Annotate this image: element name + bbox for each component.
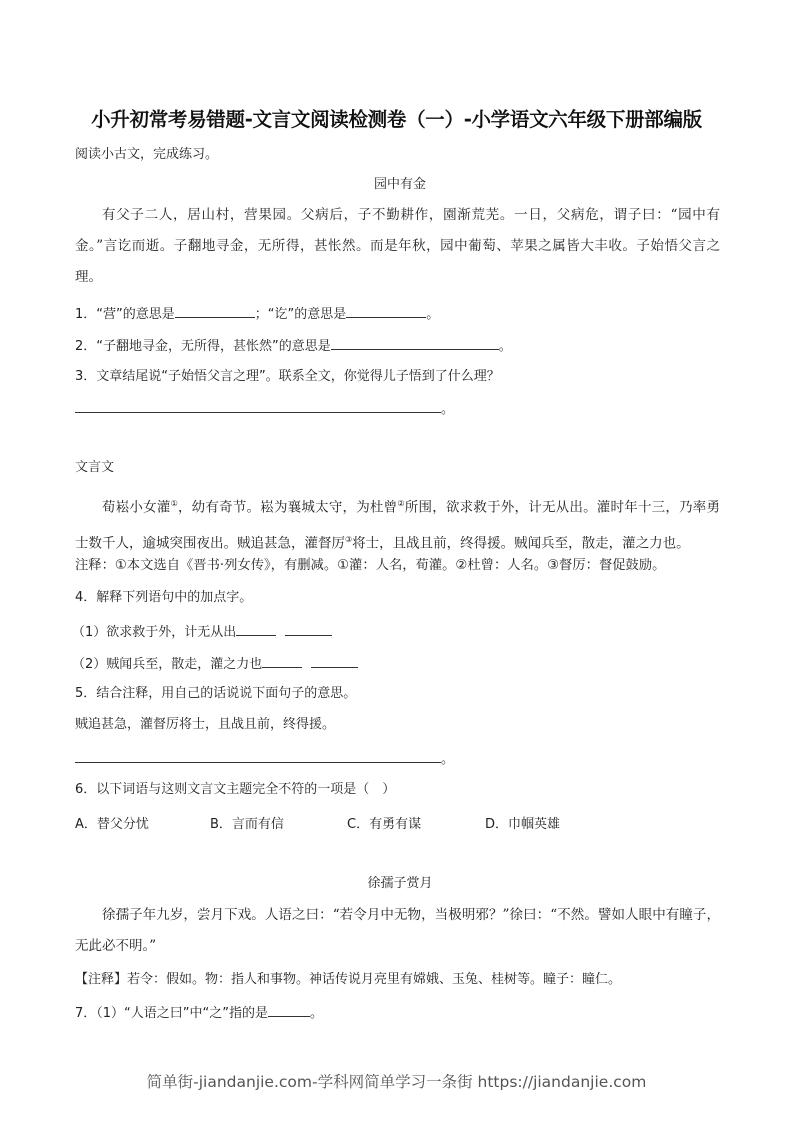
q5-end: 。	[441, 752, 455, 767]
passage2-text-part: ，幼有奇节。崧为襄城太守，为杜曾	[177, 499, 398, 516]
option-d[interactable]: D．巾帼英雄	[485, 817, 561, 832]
footnote-mark: ②	[397, 499, 405, 508]
q3-answer-line	[75, 399, 454, 419]
answer-blank[interactable]	[346, 304, 426, 318]
question-5: 5．结合注释，用自己的话说说下面句子的意思。	[75, 686, 357, 701]
passage3-heading: 徐孺子赏月	[367, 876, 433, 891]
passage3-note: 【注释】若令：假如。物：指人和事物。神话传说月亮里有嫦娥、玉兔、桂树等。瞳子：瞳仁。	[75, 972, 622, 987]
footnote-mark: ③	[345, 534, 353, 544]
page-title: 小升初常考易错题-文言文阅读检测卷（一）-小学语文六年级下册部编版	[91, 108, 702, 131]
q1-text-a: 1．“营”的意思是	[75, 307, 175, 322]
passage2-heading: 文言文	[75, 460, 115, 475]
option-c[interactable]: C．有勇有谋	[347, 817, 422, 832]
passage1-heading: 园中有金	[373, 177, 426, 192]
answer-blank[interactable]	[285, 622, 332, 636]
question-3: 3．文章结尾说“子始悟父言之理”。联系全文，你觉得儿子悟到了什么理？	[75, 369, 500, 384]
passage1-text: 有父子二人，居山村，营果园。父病后，子不勤耕作，園渐荒芜。一日，父病危，谓子曰：“园中有金。”言讫而逝。子翻地寻金，无所得，甚怅然。而是年秋，园中葡萄、苹果之属皆大丰收。子始悟父言之理。	[75, 207, 720, 285]
passage2-text	[75, 488, 720, 559]
q2-end: 。	[498, 339, 512, 354]
answer-blank[interactable]	[75, 399, 441, 413]
passage2-note: 注释：①本文选自《晋书·列女传》，有删减。①灌：人名，荀灌。②杜曾：人名。③督厉：督促鼓励。	[75, 558, 666, 573]
q4-item-2	[72, 654, 358, 674]
q4-item-1	[72, 622, 332, 642]
passage2-text-part: 荀崧小女灌	[102, 499, 171, 516]
q2-text: 2．“子翻地寻金，无所得，甚怅然”的意思是	[75, 339, 331, 354]
question-4: 4．解释下列语句中的加点字。	[75, 590, 253, 605]
option-a[interactable]: A．替父分忧	[75, 817, 149, 832]
intro-text: 阅读小古文，完成练习。	[75, 147, 219, 162]
answer-blank[interactable]	[175, 304, 255, 318]
q1-text-b: ；“讫”的意思是	[254, 307, 347, 322]
footnote-mark: ①	[170, 499, 178, 508]
answer-blank[interactable]	[331, 336, 499, 350]
answer-blank[interactable]	[268, 1003, 310, 1017]
question-1	[75, 304, 439, 324]
question-7	[75, 1003, 323, 1023]
q3-end: 。	[441, 402, 455, 417]
question-6: 6．以下词语与这则文言文主题完全不符的一项是（ ）	[75, 782, 396, 797]
answer-blank[interactable]	[236, 622, 276, 636]
q4-item-2-text: （2）贼闻兵至，散走，灌之力也	[72, 657, 263, 672]
q5-answer-line	[75, 749, 454, 769]
passage2-text-part: 将士，且战且前，终得援。贼闻兵至，散走，灌之力也。	[352, 535, 690, 551]
option-b[interactable]: B．言而有信	[210, 817, 284, 832]
q7-text: 7．（1）“人语之曰”中“之”指的是	[75, 1006, 268, 1021]
passage2-text-part: 所围，欲求救于外，计无从出。灌时年十三，乃率勇士数千人，逾城突围夜出。贼追甚急，灌督厉	[75, 499, 721, 551]
q7-end: 。	[309, 1006, 323, 1021]
q4-item-1-text: （1）欲求救于外，计无从出	[72, 625, 237, 640]
answer-blank[interactable]	[311, 654, 358, 668]
answer-blank[interactable]	[75, 749, 441, 763]
answer-blank[interactable]	[262, 654, 302, 668]
footer-watermark: 简单街-jiandanjie.com-学科网简单学习一条街 https://jiandanjie.com	[146, 1073, 647, 1091]
q5-sentence: 贼追甚急，灌督厉将士，且战且前，终得援。	[75, 717, 336, 732]
q1-text-c: 。	[426, 307, 440, 322]
question-2	[75, 336, 512, 356]
passage3-text: 徐孺子年九岁，尝月下戏。人语之曰：“若令月中无物，当极明邪？”徐曰：“不然。譬如人眼中有瞳子，无此必不明。”	[75, 907, 720, 954]
